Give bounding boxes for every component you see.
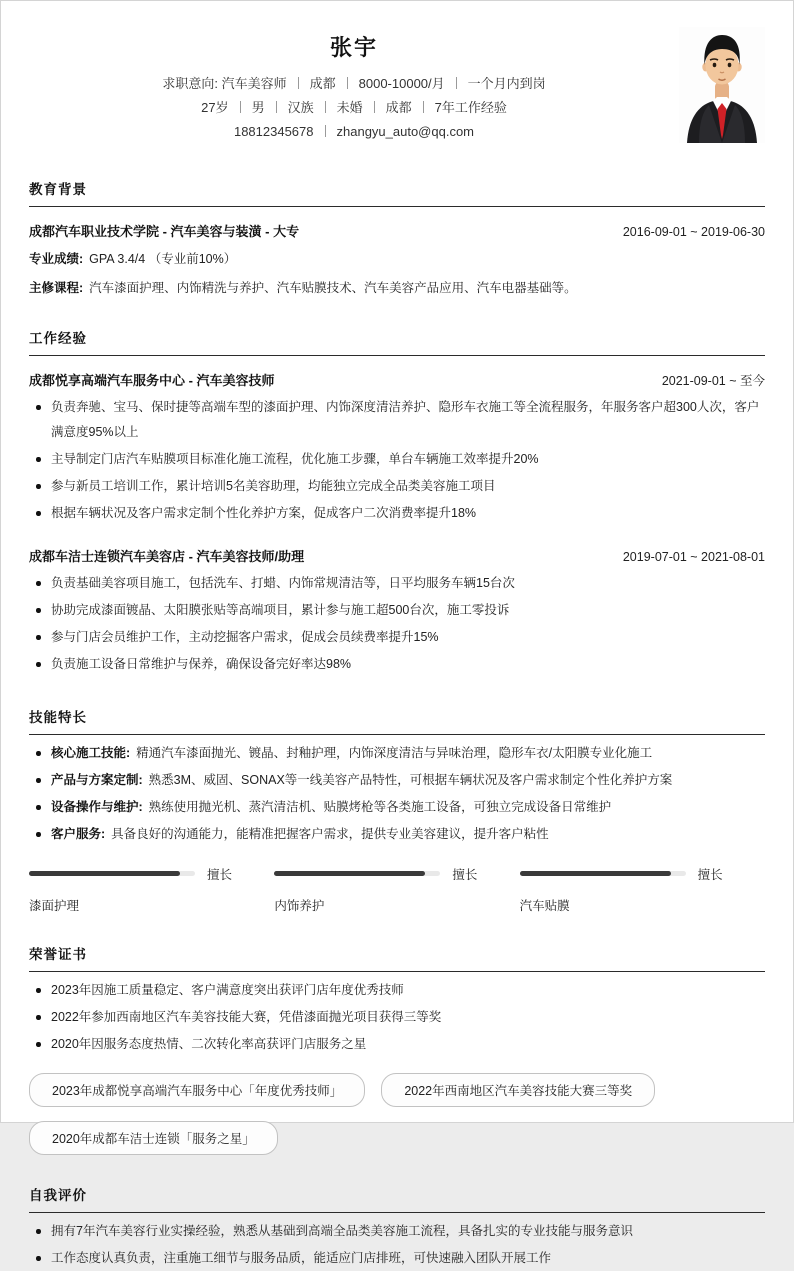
company-and-role: 成都悦享高端汽车服务中心 - 汽车美容技师: [29, 372, 275, 388]
job-date-range: 2021-09-01 ~ 至今: [661, 373, 765, 388]
divider: [374, 101, 375, 113]
section-education: [29, 178, 765, 298]
job-bullet: 参与新员工培训工作，累计培训5名美容助理，均能独立完成全品类美容施工项目: [29, 474, 765, 499]
profile-photo: [679, 27, 765, 143]
job-bullet: 参与门店会员维护工作，主动挖掘客户需求，促成会员续费率提升15%: [29, 625, 765, 650]
self-eval-list: [29, 1219, 765, 1271]
skill-level-label: 擅长: [207, 867, 233, 882]
skill-bar-name: 漆面护理: [29, 898, 80, 913]
honor-badges: [29, 1073, 765, 1155]
honor-badge: 2022年西南地区汽车美容技能大赛三等奖: [381, 1073, 655, 1107]
honor-badge: 2020年成都车洁士连锁「服务之星」: [29, 1121, 278, 1155]
work-title: 工作经验: [29, 327, 765, 356]
divider: [347, 77, 348, 89]
job-bullet: 负责基础美容项目施工，包括洗车、打蜡、内饰常规清洁等，日平均服务车辆15台次: [29, 571, 765, 596]
skill-label: 设备操作与维护:: [51, 799, 143, 814]
contact-line: [29, 120, 679, 144]
courses-line: [29, 279, 765, 298]
job-bullet: 协助完成漆面镀晶、太阳膜张贴等高端项目，累计参与施工超500台次，施工零投诉: [29, 598, 765, 623]
ethnicity: 汉族: [287, 100, 314, 115]
skill-bar: [520, 865, 765, 914]
skill-item: [29, 822, 765, 847]
age: 27岁: [201, 100, 229, 115]
job-bullet: 根据车辆状况及客户需求定制个性化养护方案，促成客户二次消费率提升18%: [29, 501, 765, 526]
self-eval-title: 自我评价: [29, 1184, 765, 1213]
job-intent-line: [29, 72, 679, 96]
intent-salary: 8000-10000/月: [358, 76, 445, 91]
job-heading-row: [29, 546, 765, 565]
skill-label: 核心施工技能:: [51, 745, 131, 760]
email-address: zhangyu_auto@qq.com: [336, 124, 475, 139]
job-bullet: 主导制定门店汽车贴膜项目标准化施工流程，优化施工步骤，单台车辆施工效率提升20%: [29, 447, 765, 472]
skill-bar-name: 汽车贴膜: [519, 898, 570, 913]
skills-list: [29, 741, 765, 847]
skill-bar-name: 内饰养护: [274, 898, 325, 913]
skills-title: 技能特长: [29, 706, 765, 735]
gender: 男: [251, 100, 265, 115]
gpa-label: 专业成绩:: [29, 252, 84, 266]
divider: [456, 77, 457, 89]
skill-bar-fill: [274, 871, 425, 876]
divider: [240, 101, 241, 113]
phone-number: 18812345678: [233, 124, 314, 139]
divider: [325, 101, 326, 113]
job-entry: [29, 546, 765, 677]
skill-bar-fill: [520, 871, 671, 876]
skill-level-label: 擅长: [452, 867, 478, 882]
skill-bar-fill: [29, 871, 180, 876]
skill-text: 精通汽车漆面抛光、镀晶、封釉护理，内饰深度清洁与异味治理，隐形车衣/太阳膜专业化施工: [136, 745, 653, 760]
job-bullet: 负责奔驰、宝马、保时捷等高端车型的漆面护理、内饰深度清洁养护、隐形车衣施工等全流程服务，年服务客户超300人次，客户满意度95%以上: [29, 395, 765, 445]
skill-bars: [29, 865, 765, 914]
self-eval-bullet: 拥有7年汽车美容行业实操经验，熟悉从基础到高端全品类美容施工流程，具备扎实的专业技能与服务意识: [29, 1219, 765, 1244]
location: 成都: [385, 100, 412, 115]
skill-label: 客户服务:: [51, 826, 106, 841]
section-self-evaluation: [29, 1184, 765, 1271]
divider: [325, 125, 326, 137]
job-entry: [29, 370, 765, 526]
self-eval-bullet-clipped: 工作态度认真负责，注重施工细节与服务品质，能适应门店排班，可快速融入团队开展工作: [29, 1246, 765, 1271]
gpa-value: GPA 3.4/4 （专业前10%）: [89, 252, 237, 266]
divider: [276, 101, 277, 113]
skill-bar-track: [274, 871, 440, 876]
skill-text: 熟悉3M、威固、SONAX等一线美容产品特性，可根据车辆状况及客户需求制定个性化养护方案: [148, 772, 673, 787]
school-major-degree: 成都汽车职业技术学院 - 汽车美容与装潢 - 大专: [29, 224, 300, 239]
marital-status: 未婚: [336, 100, 363, 115]
honor-bullet: 2023年因施工质量稳定、客户满意度突出获评门店年度优秀技师: [29, 978, 765, 1003]
education-title: 教育背景: [29, 178, 765, 207]
skill-bar: [274, 865, 519, 914]
skill-item: [29, 768, 765, 793]
gpa-line: [29, 250, 765, 269]
experience-years: 7年工作经验: [434, 100, 507, 115]
section-work-experience: [29, 327, 765, 677]
honor-bullet: 2020年因服务态度热情、二次转化率高获评门店服务之星: [29, 1032, 765, 1057]
divider: [298, 77, 299, 89]
divider: [423, 101, 424, 113]
education-entry: [29, 221, 765, 240]
skill-bar-track: [29, 871, 195, 876]
honors-title: 荣誉证书: [29, 943, 765, 972]
skill-text: 熟练使用抛光机、蒸汽清洁机、贴膜烤枪等各类施工设备，可独立完成设备日常维护: [148, 799, 612, 814]
intent-city: 成都: [309, 76, 336, 91]
personal-info-line: [29, 96, 679, 120]
honor-bullet: 2022年参加西南地区汽车美容技能大赛，凭借漆面抛光项目获得三等奖: [29, 1005, 765, 1030]
intent-position: 汽车美容师: [221, 76, 287, 91]
job-date-range: 2019-07-01 ~ 2021-08-01: [622, 549, 765, 564]
job-intent-label: 求职意向:: [162, 76, 218, 91]
job-bullet: 负责施工设备日常维护与保养，确保设备完好率达98%: [29, 652, 765, 677]
job-heading-row: [29, 370, 765, 389]
courses-value: 汽车漆面护理、内饰精洗与养护、汽车贴膜技术、汽车美容产品应用、汽车电器基础等。: [89, 280, 577, 295]
section-skills: [29, 706, 765, 914]
courses-label: 主修课程:: [29, 280, 84, 295]
header-text-block: [29, 15, 679, 144]
section-honors: [29, 943, 765, 1155]
skill-item: [29, 795, 765, 820]
skill-level-label: 擅长: [697, 867, 723, 882]
job-bullet-list: [29, 395, 765, 526]
resume-header: [29, 15, 765, 144]
skill-text: 具备良好的沟通能力，能精准把握客户需求，提供专业美容建议，提升客户粘性: [111, 826, 549, 841]
job-bullet-list: [29, 571, 765, 677]
honors-list: [29, 978, 765, 1057]
candidate-name: 张宇: [329, 35, 378, 60]
skill-bar-track: [520, 871, 686, 876]
skill-label: 产品与方案定制:: [51, 772, 143, 787]
intent-availability: 一个月内到岗: [467, 76, 546, 91]
honor-badge: 2023年成都悦享高端汽车服务中心「年度优秀技师」: [29, 1073, 365, 1107]
education-date-range: 2016-09-01 ~ 2019-06-30: [622, 225, 765, 239]
skill-bar: [29, 865, 274, 914]
skill-item: [29, 741, 765, 766]
avatar-illustration: [679, 27, 765, 143]
company-and-role: 成都车洁士连锁汽车美容店 - 汽车美容技师/助理: [29, 548, 305, 564]
